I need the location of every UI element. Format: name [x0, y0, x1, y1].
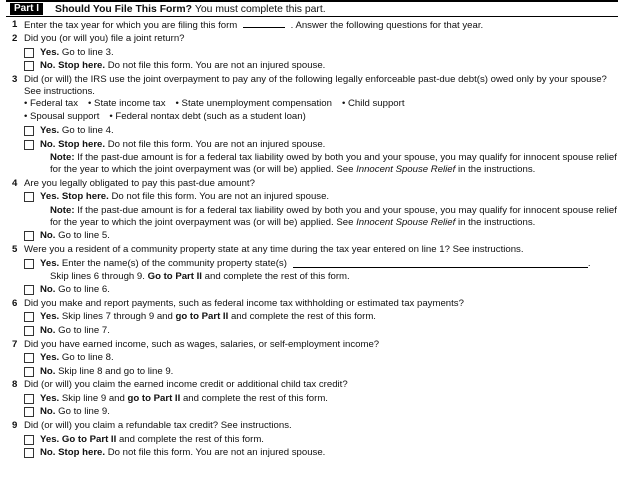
- q2-no-checkbox[interactable]: [24, 61, 34, 71]
- question-4: [6, 178, 618, 190]
- note-label: Note:: [50, 152, 75, 164]
- q4-note: [50, 205, 618, 229]
- q5-yes-text: Enter the name(s) of the community property state(s): [61, 257, 287, 269]
- part-title-bold: Should You File This Form?: [55, 3, 193, 15]
- q2-yes-checkbox[interactable]: [24, 48, 34, 58]
- q2-no-option: [24, 60, 618, 72]
- q6-yes-option: [24, 311, 618, 323]
- yes-label: Yes.: [40, 311, 60, 323]
- note-end: in the instructions.: [457, 216, 536, 228]
- note-italic: Innocent Spouse Relief: [356, 216, 456, 228]
- go-to-part-ii: Go to Part II: [147, 270, 202, 282]
- q3-yes-checkbox[interactable]: [24, 126, 34, 136]
- q3-yes-option: [24, 125, 618, 137]
- no-label: No.: [40, 324, 56, 336]
- q6-yes-text: Skip lines 7 through 9 and: [61, 311, 173, 323]
- question-9: [6, 420, 618, 432]
- q4-no-checkbox[interactable]: [24, 231, 34, 241]
- question-4-text: Are you legally obligated to pay this past-due amount?: [24, 177, 255, 189]
- bullet-item: • Spousal support: [24, 111, 100, 123]
- q4-yes-checkbox[interactable]: [24, 192, 34, 202]
- q9-no-option: [24, 447, 618, 459]
- q7-yes-checkbox[interactable]: [24, 353, 34, 363]
- no-label: No.: [40, 406, 56, 418]
- q8-no-option: [24, 406, 618, 418]
- bullet-item: • Federal nontax debt (such as a student loan): [109, 111, 306, 123]
- q8-yes-end: and complete the rest of this form.: [182, 392, 328, 404]
- stop-here: Stop here.: [58, 138, 106, 150]
- yes-label: Yes.: [40, 392, 60, 404]
- question-number: 3: [12, 73, 18, 85]
- no-label: No.: [40, 60, 56, 72]
- question-number: 1: [12, 18, 18, 30]
- question-2-text: Did you (or will you) file a joint return?: [24, 33, 185, 45]
- question-3-text: Did (or will) the IRS use the joint overpayment to pay any of the following legally enforceable past-due debt(s) owed only by your spouse? See instructions.: [24, 73, 607, 97]
- question-7-text: Did you have earned income, such as wages, salaries, or self-employment income?: [24, 338, 380, 350]
- question-number: 4: [12, 177, 18, 189]
- q4-no-text: Go to line 5.: [58, 230, 110, 242]
- yes-label: Yes.: [40, 433, 60, 445]
- question-number: 2: [12, 33, 18, 45]
- bullet-item: • State income tax: [88, 97, 166, 109]
- stop-here: Stop here.: [58, 447, 106, 459]
- q5-skip-end: and complete the rest of this form.: [204, 270, 350, 282]
- q2-yes-text: Go to line 3.: [61, 46, 114, 58]
- question-1: [6, 19, 618, 32]
- q8-no-checkbox[interactable]: [24, 407, 34, 417]
- q4-yes-option: [24, 191, 618, 203]
- q2-no-text: Do not file this form. You are not an injured spouse.: [107, 60, 326, 72]
- q3-note: [50, 152, 618, 176]
- note-italic: Innocent Spouse Relief: [356, 164, 456, 176]
- question-number: 5: [12, 244, 18, 256]
- part-header: [6, 0, 618, 17]
- yes-label: Yes.: [40, 125, 60, 137]
- question-6: [6, 298, 618, 310]
- debt-bullets-row-2: [24, 111, 618, 123]
- question-8: [6, 379, 618, 391]
- q6-yes-end: and complete the rest of this form.: [230, 311, 376, 323]
- q2-yes-option: [24, 47, 618, 59]
- yes-label: Yes.: [40, 257, 60, 269]
- q3-yes-text: Go to line 4.: [61, 125, 114, 137]
- q6-no-checkbox[interactable]: [24, 326, 34, 336]
- bullet-item: • State unemployment compensation: [175, 97, 332, 109]
- tax-year-field[interactable]: [243, 19, 285, 28]
- q7-no-text: Skip line 8 and go to line 9.: [58, 365, 174, 377]
- yes-label: Yes.: [40, 191, 60, 203]
- q7-no-checkbox[interactable]: [24, 367, 34, 377]
- q8-no-text: Go to line 9.: [58, 406, 110, 418]
- question-2: [6, 33, 618, 45]
- part-title-rest: You must complete this part.: [194, 3, 326, 15]
- q5-yes-option: [24, 258, 618, 270]
- q5-yes-checkbox[interactable]: [24, 259, 34, 269]
- stop-here: Stop here.: [61, 191, 109, 203]
- go-to-part-ii: go to Part II: [175, 311, 229, 323]
- no-label: No.: [40, 447, 56, 459]
- go-to-part-ii: go to Part II: [127, 392, 181, 404]
- q6-yes-checkbox[interactable]: [24, 312, 34, 322]
- q8-yes-text: Skip line 9 and: [61, 392, 125, 404]
- stop-here: Stop here.: [58, 60, 106, 72]
- q7-yes-option: [24, 352, 618, 364]
- no-label: No.: [40, 138, 56, 150]
- question-number: 6: [12, 297, 18, 309]
- no-label: No.: [40, 365, 56, 377]
- debt-bullets-row-1: [24, 98, 618, 110]
- q5-no-text: Go to line 6.: [58, 284, 110, 296]
- question-1-text-end: . Answer the following questions for that year.: [290, 19, 484, 31]
- q6-no-text: Go to line 7.: [58, 324, 110, 336]
- question-6-text: Did you make and report payments, such as federal income tax withholding or estimated tax payments?: [24, 297, 464, 309]
- q9-yes-checkbox[interactable]: [24, 435, 34, 445]
- question-7: [6, 339, 618, 351]
- q5-yes-continuation: [50, 271, 618, 283]
- q5-no-checkbox[interactable]: [24, 285, 34, 295]
- yes-label: Yes.: [40, 352, 60, 364]
- no-label: No.: [40, 284, 56, 296]
- community-property-states-field[interactable]: [293, 259, 588, 268]
- question-number: 9: [12, 419, 18, 431]
- q7-yes-text: Go to line 8.: [61, 352, 114, 364]
- q9-no-text: Do not file this form. You are not an injured spouse.: [107, 447, 326, 459]
- q9-no-checkbox[interactable]: [24, 448, 34, 458]
- q7-no-option: [24, 366, 618, 378]
- question-5: [6, 244, 618, 256]
- go-to-part-ii: Go to Part II: [61, 433, 117, 445]
- q3-no-checkbox[interactable]: [24, 140, 34, 150]
- no-label: No.: [40, 230, 56, 242]
- question-8-text: Did (or will) you claim the earned income credit or additional child tax credit?: [24, 379, 348, 391]
- note-end: in the instructions.: [457, 164, 536, 176]
- q4-yes-text: Do not file this form. You are not an injured spouse.: [111, 191, 330, 203]
- note-text: If the past-due amount is for a federal tax liability owed by both you and your spouse, you may qualify for innocent spouse relief for the year to which the joint overpayment was (or will be) applied. See: [50, 204, 617, 228]
- q3-no-text: Do not file this form. You are not an injured spouse.: [107, 138, 326, 150]
- trailing-period: .: [587, 257, 591, 269]
- question-3: [6, 74, 618, 98]
- note-text: If the past-due amount is for a federal tax liability owed by both you and your spouse, you may qualify for innocent spouse relief for the year to which the joint overpayment was (or will be) applied. See: [50, 152, 617, 176]
- q8-yes-option: [24, 393, 618, 405]
- bullet-item: • Child support: [341, 97, 405, 109]
- yes-label: Yes.: [40, 46, 60, 58]
- question-1-text: Enter the tax year for which you are filing this form: [24, 19, 238, 31]
- q3-no-option: [24, 139, 618, 151]
- q6-no-option: [24, 325, 618, 337]
- bullet-item: • Federal tax: [24, 97, 79, 109]
- q9-yes-option: [24, 434, 618, 446]
- note-label: Note:: [50, 204, 75, 216]
- question-number: 7: [12, 338, 18, 350]
- q8-yes-checkbox[interactable]: [24, 394, 34, 404]
- q5-no-option: [24, 284, 618, 296]
- q5-skip-text: Skip lines 6 through 9.: [50, 270, 145, 282]
- question-9-text: Did (or will) you claim a refundable tax credit? See instructions.: [24, 419, 292, 431]
- part-title: [55, 3, 326, 16]
- q9-yes-end: and complete the rest of this form.: [118, 433, 264, 445]
- question-number: 8: [12, 379, 18, 391]
- q4-no-option: [24, 230, 618, 242]
- part-tag: Part I: [10, 3, 43, 15]
- question-5-text: Were you a resident of a community property state at any time during the tax year entered on line 1? See instructions.: [24, 244, 524, 256]
